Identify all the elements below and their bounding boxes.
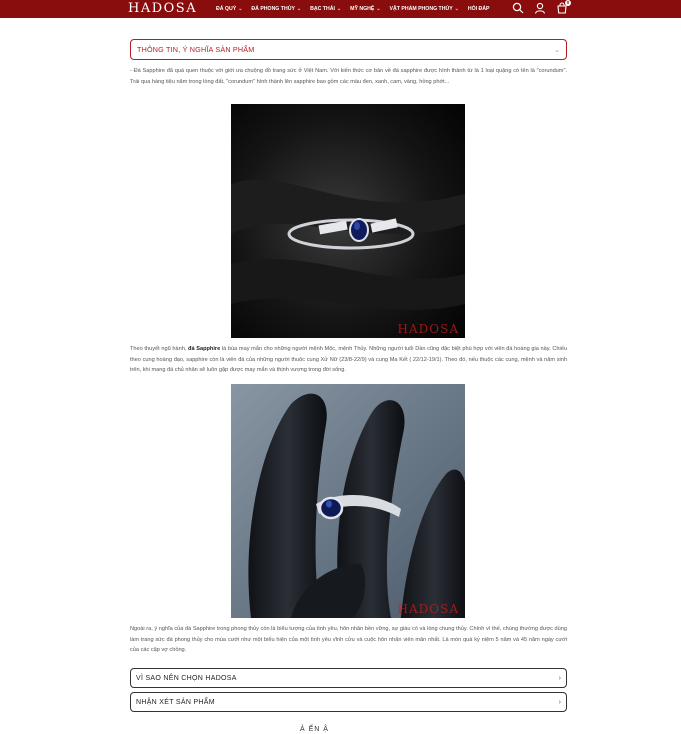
accordion-title: NHẬN XÉT SẢN PHẨM: [136, 698, 215, 706]
info-section-title: THÔNG TIN, Ý NGHĨA SẢN PHẨM: [137, 45, 255, 54]
nav-item-vat-pham-phong-thuy[interactable]: [390, 6, 459, 12]
chevron-down-icon[interactable]: ⌄: [554, 46, 560, 54]
main-nav: [216, 0, 490, 18]
nav-item-da-quy[interactable]: [216, 6, 242, 12]
user-icon[interactable]: [534, 2, 546, 14]
chevron-down-icon: ⌄: [336, 6, 342, 12]
paragraph-bold-text: đá Sapphire: [188, 346, 221, 352]
cart-count-badge: 0: [566, 0, 570, 5]
product-image-ring-on-hand: [231, 384, 465, 618]
chevron-down-icon: ⌄: [454, 6, 459, 12]
chevron-down-icon: ⌄: [296, 6, 302, 12]
nav-item-label: ĐÁ PHONG THỦY: [251, 6, 295, 12]
search-icon[interactable]: [512, 2, 524, 14]
accordion-title: VÌ SAO NÊN CHỌN HADOSA: [136, 674, 237, 682]
paragraph-intro: - Đá Sapphire đã quá quen thuộc với giới ưa chuộng đồ trang sức ở Việt Nam. Với kiến thức cơ bản về đá sapphire được hình thành từ là 1 loại quặng có tên là "corundum". Trái qua hàng tiệu năm trong lòng đất, "corundum" hình thành lên sapphire bao gồm các màu đen, xanh, cam, vàng, hồng phớt...: [130, 68, 567, 85]
accordion-why-choose-hadosa[interactable]: [130, 668, 567, 688]
nav-item-label: BẠC THÁI: [310, 6, 335, 12]
nav-item-bac-thai[interactable]: [310, 6, 341, 12]
paragraph-text: Theo thuyết ngũ hành,: [130, 346, 189, 352]
nav-item-label: ĐÁ QUÝ: [216, 6, 237, 12]
chevron-right-icon: ›: [558, 674, 561, 682]
info-section-header[interactable]: [130, 39, 567, 60]
cart-button[interactable]: [556, 2, 568, 14]
nav-item-label: VẬT PHẨM PHONG THỦY: [389, 6, 453, 12]
chevron-right-icon: ›: [558, 698, 561, 706]
product-info-section: [130, 39, 567, 706]
site-logo[interactable]: HADOSA: [128, 1, 198, 16]
paragraph-feng-shui: [130, 344, 567, 376]
accordion-product-reviews[interactable]: [130, 692, 567, 712]
nav-item-hoi-dap[interactable]: [468, 6, 490, 12]
chevron-down-icon: ⌄: [238, 6, 243, 12]
nav-item-label: HỎI ĐÁP: [467, 6, 490, 12]
chevron-down-icon: ⌄: [376, 6, 381, 12]
image-watermark: HADOSA: [397, 602, 459, 616]
product-image-ring-on-cloth: [231, 104, 465, 338]
nav-item-da-phong-thuy[interactable]: [251, 6, 301, 12]
nav-item-label: MỸ NGHỆ: [350, 6, 375, 12]
header-icons: [512, 2, 568, 14]
paragraph-text: là bùa may mắn cho những người mệnh Mộc, mệnh Thủy. Những người tuổi Dần cũng đặc biệt phù hợp với viên đá hoàng gia này. Chiếu theo cung hoàng đạo, sapphire còn là viên đá của những người thuộc cung Xử Nữ (23/8-22/9) và cung Ma Kết ( 22/12-19/1). Theo đó, nếu thuộc các cung, mệnh và năm sinh trên, khi mang đá chủ nhân sẽ luôn gặp được may mắn và thịnh vượng trong đời sống.: [130, 346, 567, 374]
top-navigation-bar: [0, 0, 681, 18]
image-watermark: HADOSA: [397, 322, 459, 336]
paragraph-love-symbol: Ngoài ra, ý nghĩa của đá Sapphire trong phong thủy còn là biểu tượng của tình yêu, hôn nhân bền vững, sự giàu có và lòng chung thủy. Chính vì thế, chúng thường được dùng làm trang sức đá phong thủy cho mùa cưới như một biểu hiện của một tình yêu vĩnh cửu và cuộc hôn nhân viên mãn nhất. Là món quà kỷ niệm 5 năm và 45 năm ngày cưới của các cặp vợ chồng.: [130, 626, 567, 654]
nav-item-my-nghe[interactable]: [350, 6, 380, 12]
section-heading-cut-off: Ả ẾN Ậ: [300, 726, 329, 733]
